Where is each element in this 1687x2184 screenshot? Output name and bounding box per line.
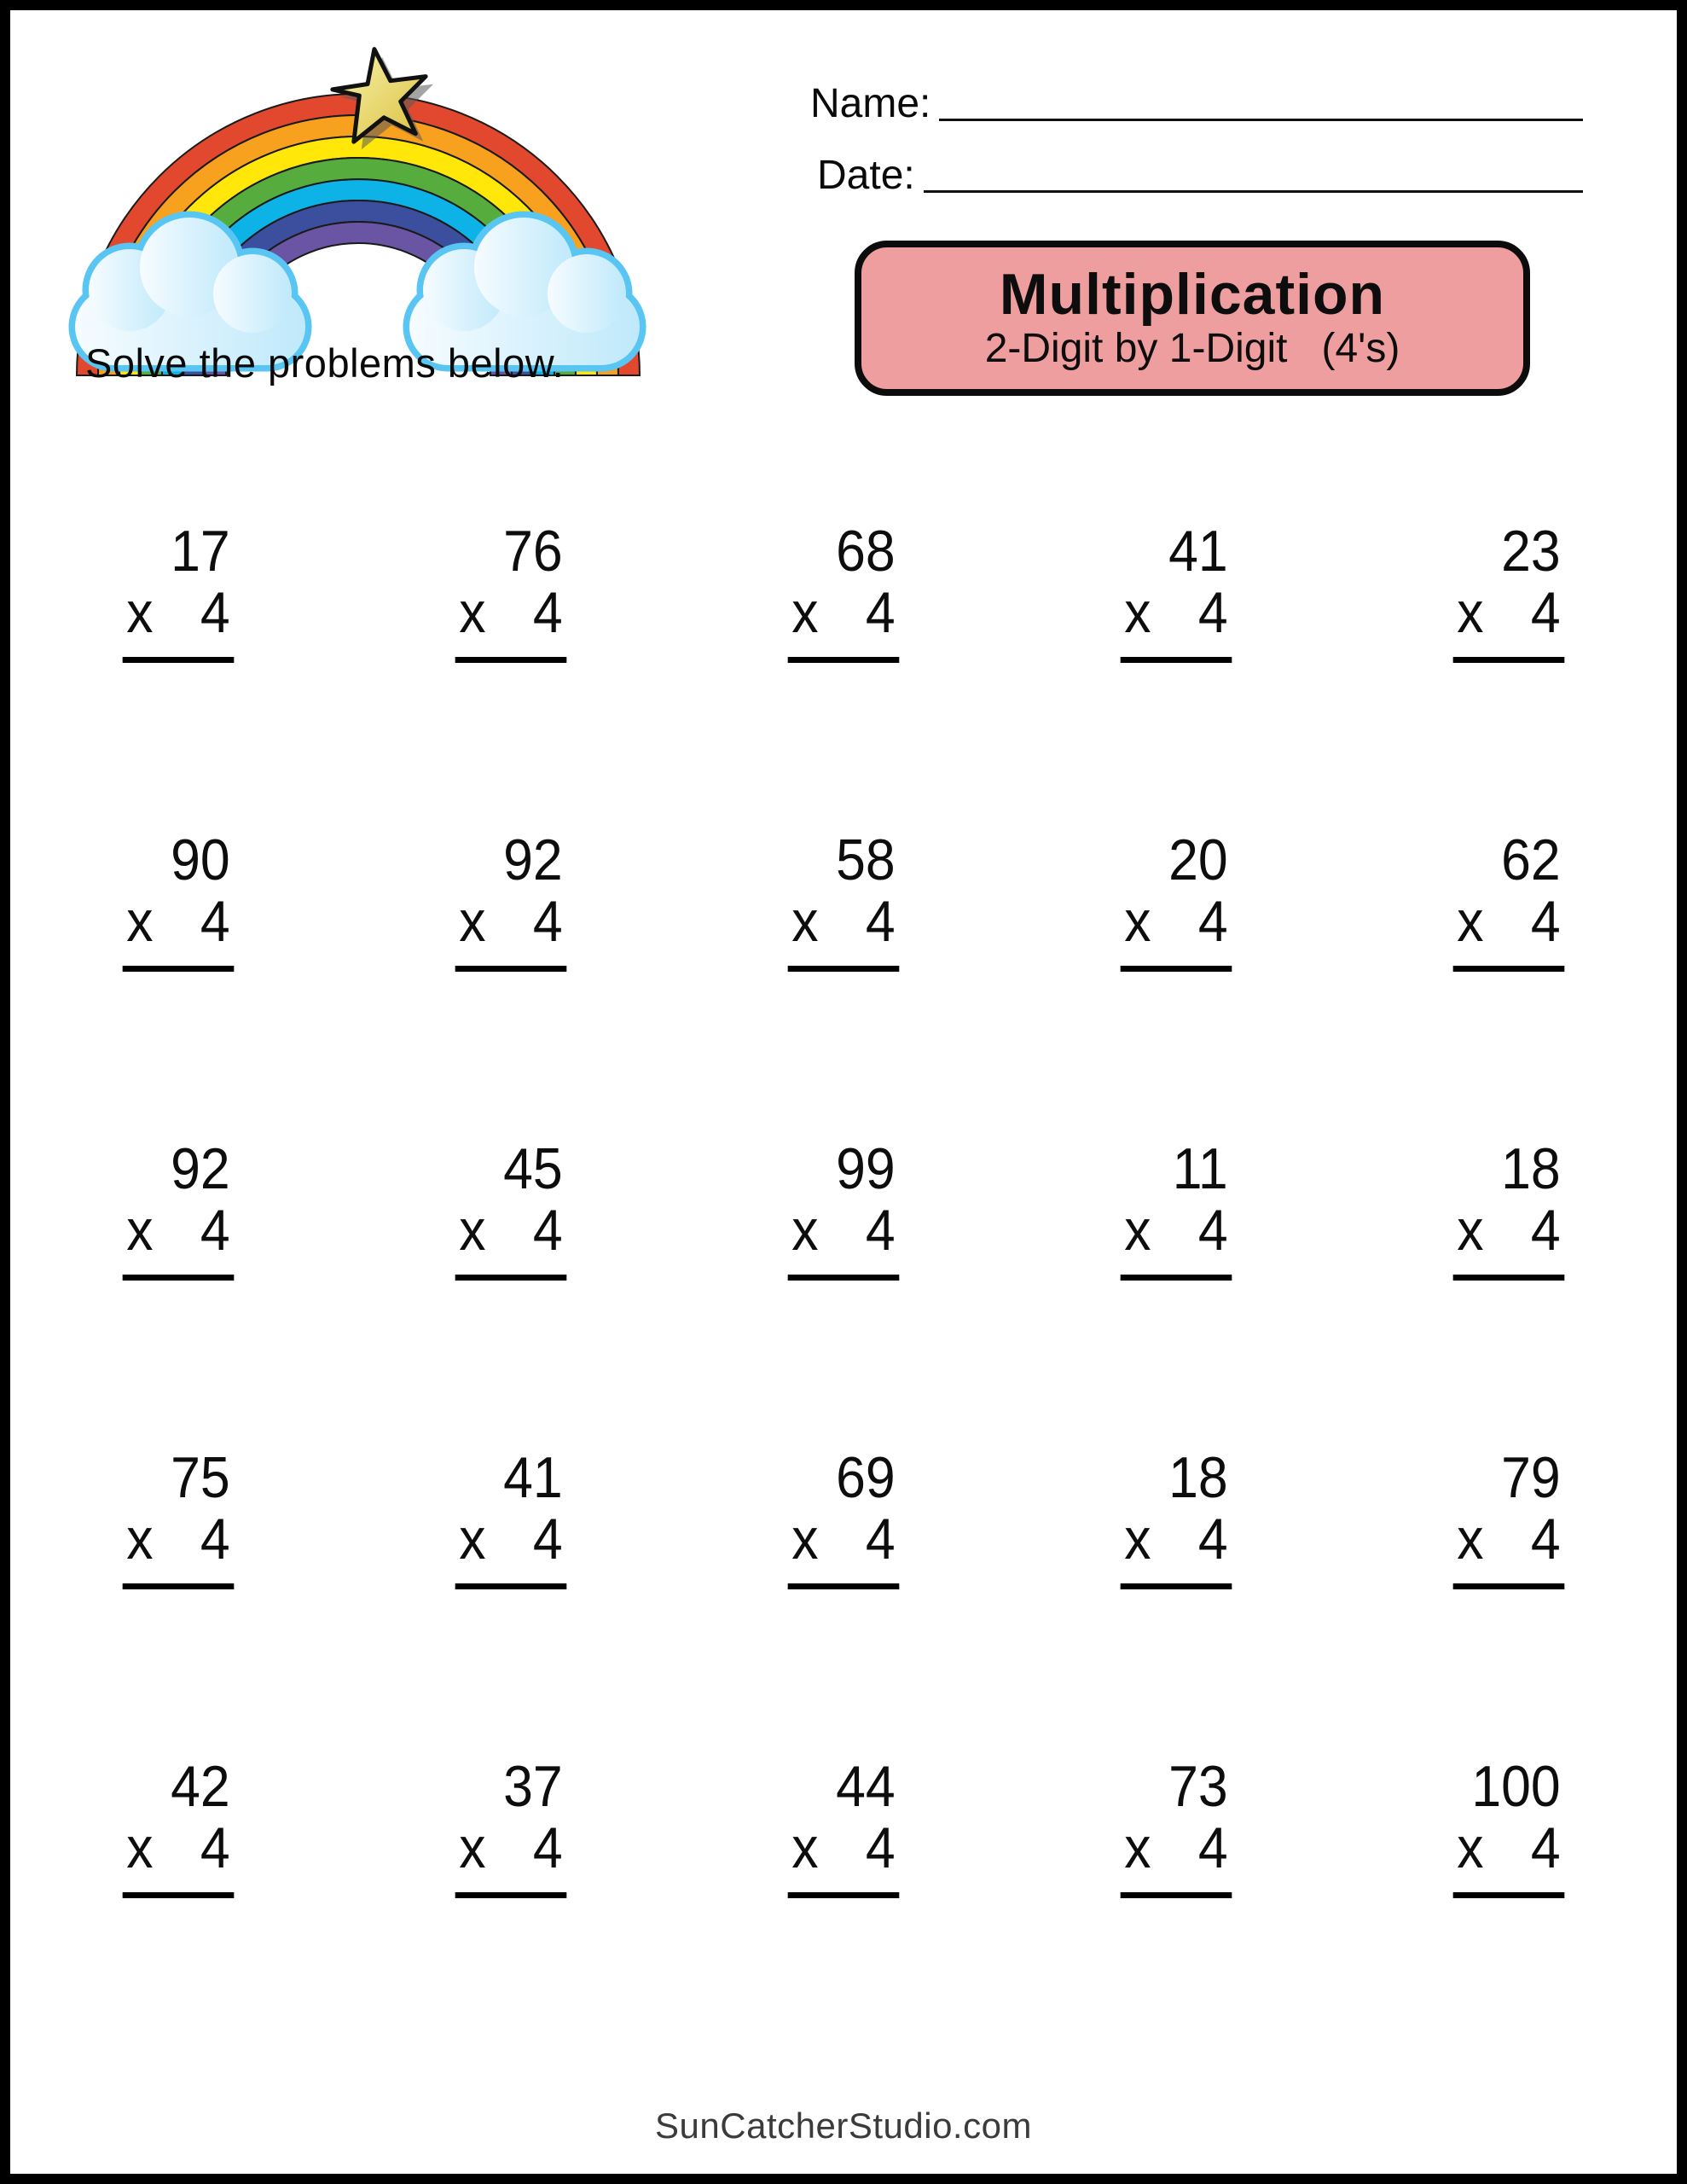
multiplication-problem (123, 1138, 235, 1281)
multiplicand: 92 (171, 1136, 230, 1201)
operator-row (791, 1508, 895, 1570)
multiplier: 4 (200, 1198, 230, 1263)
date-line (924, 189, 1583, 193)
problem-cell (783, 1747, 904, 1898)
multiplication-problem (455, 829, 567, 972)
multiplier: 4 (1530, 889, 1561, 955)
operator-row (1124, 580, 1228, 646)
multiplicand: 76 (503, 519, 563, 584)
multiplicand: 58 (836, 828, 896, 892)
problem-cell (450, 512, 571, 663)
operator-row (459, 1199, 562, 1261)
operator: x (126, 1198, 154, 1263)
instruction-text: Solve the problems below. (85, 340, 565, 386)
operator: x (1457, 580, 1484, 646)
problem-cell (118, 1438, 239, 1589)
date-field (817, 154, 1583, 199)
multiplier: 4 (532, 889, 563, 955)
multiplication-problem (788, 829, 900, 972)
multiplicand: 42 (171, 1754, 230, 1819)
multiplication-problem (1453, 1138, 1565, 1281)
operator: x (459, 1815, 486, 1881)
operator: x (1124, 889, 1151, 955)
name-line (939, 118, 1583, 121)
multiplication-problem (788, 1138, 900, 1281)
multiplier: 4 (200, 1815, 230, 1881)
operator-row (459, 889, 563, 955)
operator: x (459, 580, 486, 646)
problem-cell (1116, 1438, 1237, 1589)
problem-cell (450, 1747, 571, 1898)
multiplication-problem (455, 1756, 567, 1898)
problem-cell (1116, 512, 1237, 663)
multiplicand: 92 (503, 828, 563, 892)
multiplicand: 62 (1501, 828, 1561, 892)
operator: x (1457, 1198, 1484, 1263)
problem-cell (783, 821, 904, 972)
multiplicand: 41 (503, 1445, 563, 1510)
operator-row (1457, 1817, 1560, 1879)
multiplication-problem (1453, 520, 1565, 663)
multiplier: 4 (532, 580, 563, 646)
operator: x (791, 1815, 819, 1881)
multiplier: 4 (865, 1815, 896, 1881)
operator-row (791, 580, 896, 646)
multiplicand: 68 (836, 519, 896, 584)
operator-row (1457, 1199, 1560, 1261)
multiplication-problem (1453, 1756, 1565, 1898)
multiplier: 4 (532, 1815, 563, 1881)
operator-row (126, 1817, 229, 1879)
problem-cell (1116, 821, 1237, 972)
operator-row (1124, 889, 1228, 955)
problem-cell (118, 1130, 239, 1281)
problem-cell (118, 1747, 239, 1898)
problem-cell (1448, 512, 1569, 663)
rainbow-graphic (60, 17, 657, 384)
operator-row (1124, 1817, 1227, 1879)
operator-row (791, 1817, 895, 1879)
multiplier: 4 (1530, 1507, 1561, 1572)
multiplicand: 99 (836, 1136, 896, 1201)
problem-cell (783, 1438, 904, 1589)
date-label: Date: (817, 153, 915, 198)
operator: x (126, 580, 154, 646)
title-badge (855, 241, 1530, 396)
operator: x (1457, 889, 1484, 955)
operator: x (459, 1198, 486, 1263)
multiplier: 4 (865, 1198, 896, 1263)
multiplication-problem (1121, 1447, 1232, 1589)
multiplier: 4 (1530, 580, 1561, 646)
multiplier: 4 (200, 889, 230, 955)
multiplier: 4 (1197, 1507, 1228, 1572)
operator: x (459, 1507, 486, 1572)
multiplication-problem (1121, 520, 1232, 663)
problem-cell (1448, 1747, 1569, 1898)
multiplier: 4 (200, 580, 230, 646)
multiplicand: 11 (1172, 1136, 1228, 1201)
problem-cell (450, 1130, 571, 1281)
operator-row (126, 580, 230, 646)
operator-row (791, 889, 896, 955)
operator-row (126, 1199, 229, 1261)
multiplicand: 41 (1168, 519, 1228, 584)
operator: x (126, 1815, 154, 1881)
problem-cell (450, 821, 571, 972)
multiplication-problem (455, 1138, 567, 1281)
operator-row (459, 1817, 562, 1879)
multiplication-problem (788, 520, 900, 663)
operator: x (791, 889, 819, 955)
multiplier: 4 (1197, 889, 1228, 955)
multiplication-problem (455, 1447, 567, 1589)
multiplication-problem (1121, 829, 1232, 972)
multiplication-problem (788, 1756, 900, 1898)
operator: x (126, 1507, 154, 1572)
multiplier: 4 (1197, 1815, 1228, 1881)
operator: x (1124, 1815, 1151, 1881)
multiplicand: 23 (1501, 519, 1561, 584)
multiplier: 4 (532, 1507, 563, 1572)
multiplication-problem (123, 1447, 235, 1589)
multiplicand: 79 (1501, 1445, 1561, 1510)
worksheet-subtitle: 2-Digit by 1-Digit (4's) (984, 326, 1400, 372)
multiplier: 4 (1530, 1815, 1561, 1881)
multiplicand: 44 (836, 1754, 896, 1819)
multiplication-problem (1121, 1756, 1232, 1898)
operator: x (126, 889, 154, 955)
multiplicand: 17 (171, 519, 230, 584)
multiplicand: 45 (503, 1136, 563, 1201)
multiplication-problem (123, 829, 235, 972)
problem-cell (450, 1438, 571, 1589)
multiplication-problem (1121, 1138, 1232, 1281)
problem-cell (783, 512, 904, 663)
operator-row (1457, 1508, 1560, 1570)
multiplication-problem (1453, 829, 1565, 972)
operator: x (791, 1198, 819, 1263)
operator: x (1124, 1507, 1151, 1572)
multiplicand: 90 (171, 828, 230, 892)
operator-row (1124, 1508, 1227, 1570)
operator: x (791, 1507, 819, 1572)
multiplicand: 18 (1501, 1136, 1561, 1201)
problem-cell (1448, 1130, 1569, 1281)
multiplication-problem (1453, 1447, 1565, 1589)
operator-row (791, 1199, 895, 1261)
operator: x (459, 889, 486, 955)
multiplier: 4 (1197, 1198, 1228, 1263)
operator: x (791, 580, 819, 646)
multiplier: 4 (1530, 1198, 1561, 1263)
operator-row (459, 1508, 562, 1570)
operator: x (1457, 1815, 1484, 1881)
multiplicand: 37 (503, 1754, 563, 1819)
multiplicand: 20 (1168, 828, 1228, 892)
problem-cell (118, 512, 239, 663)
multiplicand: 18 (1168, 1445, 1228, 1510)
problem-cell (1116, 1747, 1237, 1898)
multiplier: 4 (865, 580, 896, 646)
multiplier: 4 (200, 1507, 230, 1572)
multiplicand: 69 (836, 1445, 896, 1510)
name-label: Name: (810, 81, 931, 126)
multiplicand: 75 (171, 1445, 230, 1510)
multiplication-problem (788, 1447, 900, 1589)
problems-grid (12, 512, 1675, 2056)
problem-cell (1116, 1130, 1237, 1281)
problem-cell (1448, 821, 1569, 972)
multiplicand: 73 (1168, 1754, 1228, 1819)
operator: x (1124, 580, 1151, 646)
operator-row (1124, 1199, 1227, 1261)
multiplier: 4 (1197, 580, 1228, 646)
multiplier: 4 (865, 1507, 896, 1572)
multiplication-problem (123, 520, 235, 663)
multiplication-problem (123, 1756, 235, 1898)
operator-row (126, 1508, 229, 1570)
multiplication-problem (455, 520, 567, 663)
multiplicand: 100 (1471, 1754, 1561, 1819)
operator: x (1457, 1507, 1484, 1572)
name-field (810, 82, 1583, 127)
multiplier: 4 (532, 1198, 563, 1263)
operator-row (1457, 889, 1561, 955)
problem-cell (1448, 1438, 1569, 1589)
worksheet-title: Multiplication (999, 261, 1386, 327)
operator-row (126, 889, 230, 955)
multiplier: 4 (865, 889, 896, 955)
operator: x (1124, 1198, 1151, 1263)
operator-row (1457, 580, 1561, 646)
operator-row (459, 580, 563, 646)
problem-cell (118, 821, 239, 972)
problem-cell (783, 1130, 904, 1281)
footer-site: SunCatcherStudio.com (655, 2106, 1032, 2146)
